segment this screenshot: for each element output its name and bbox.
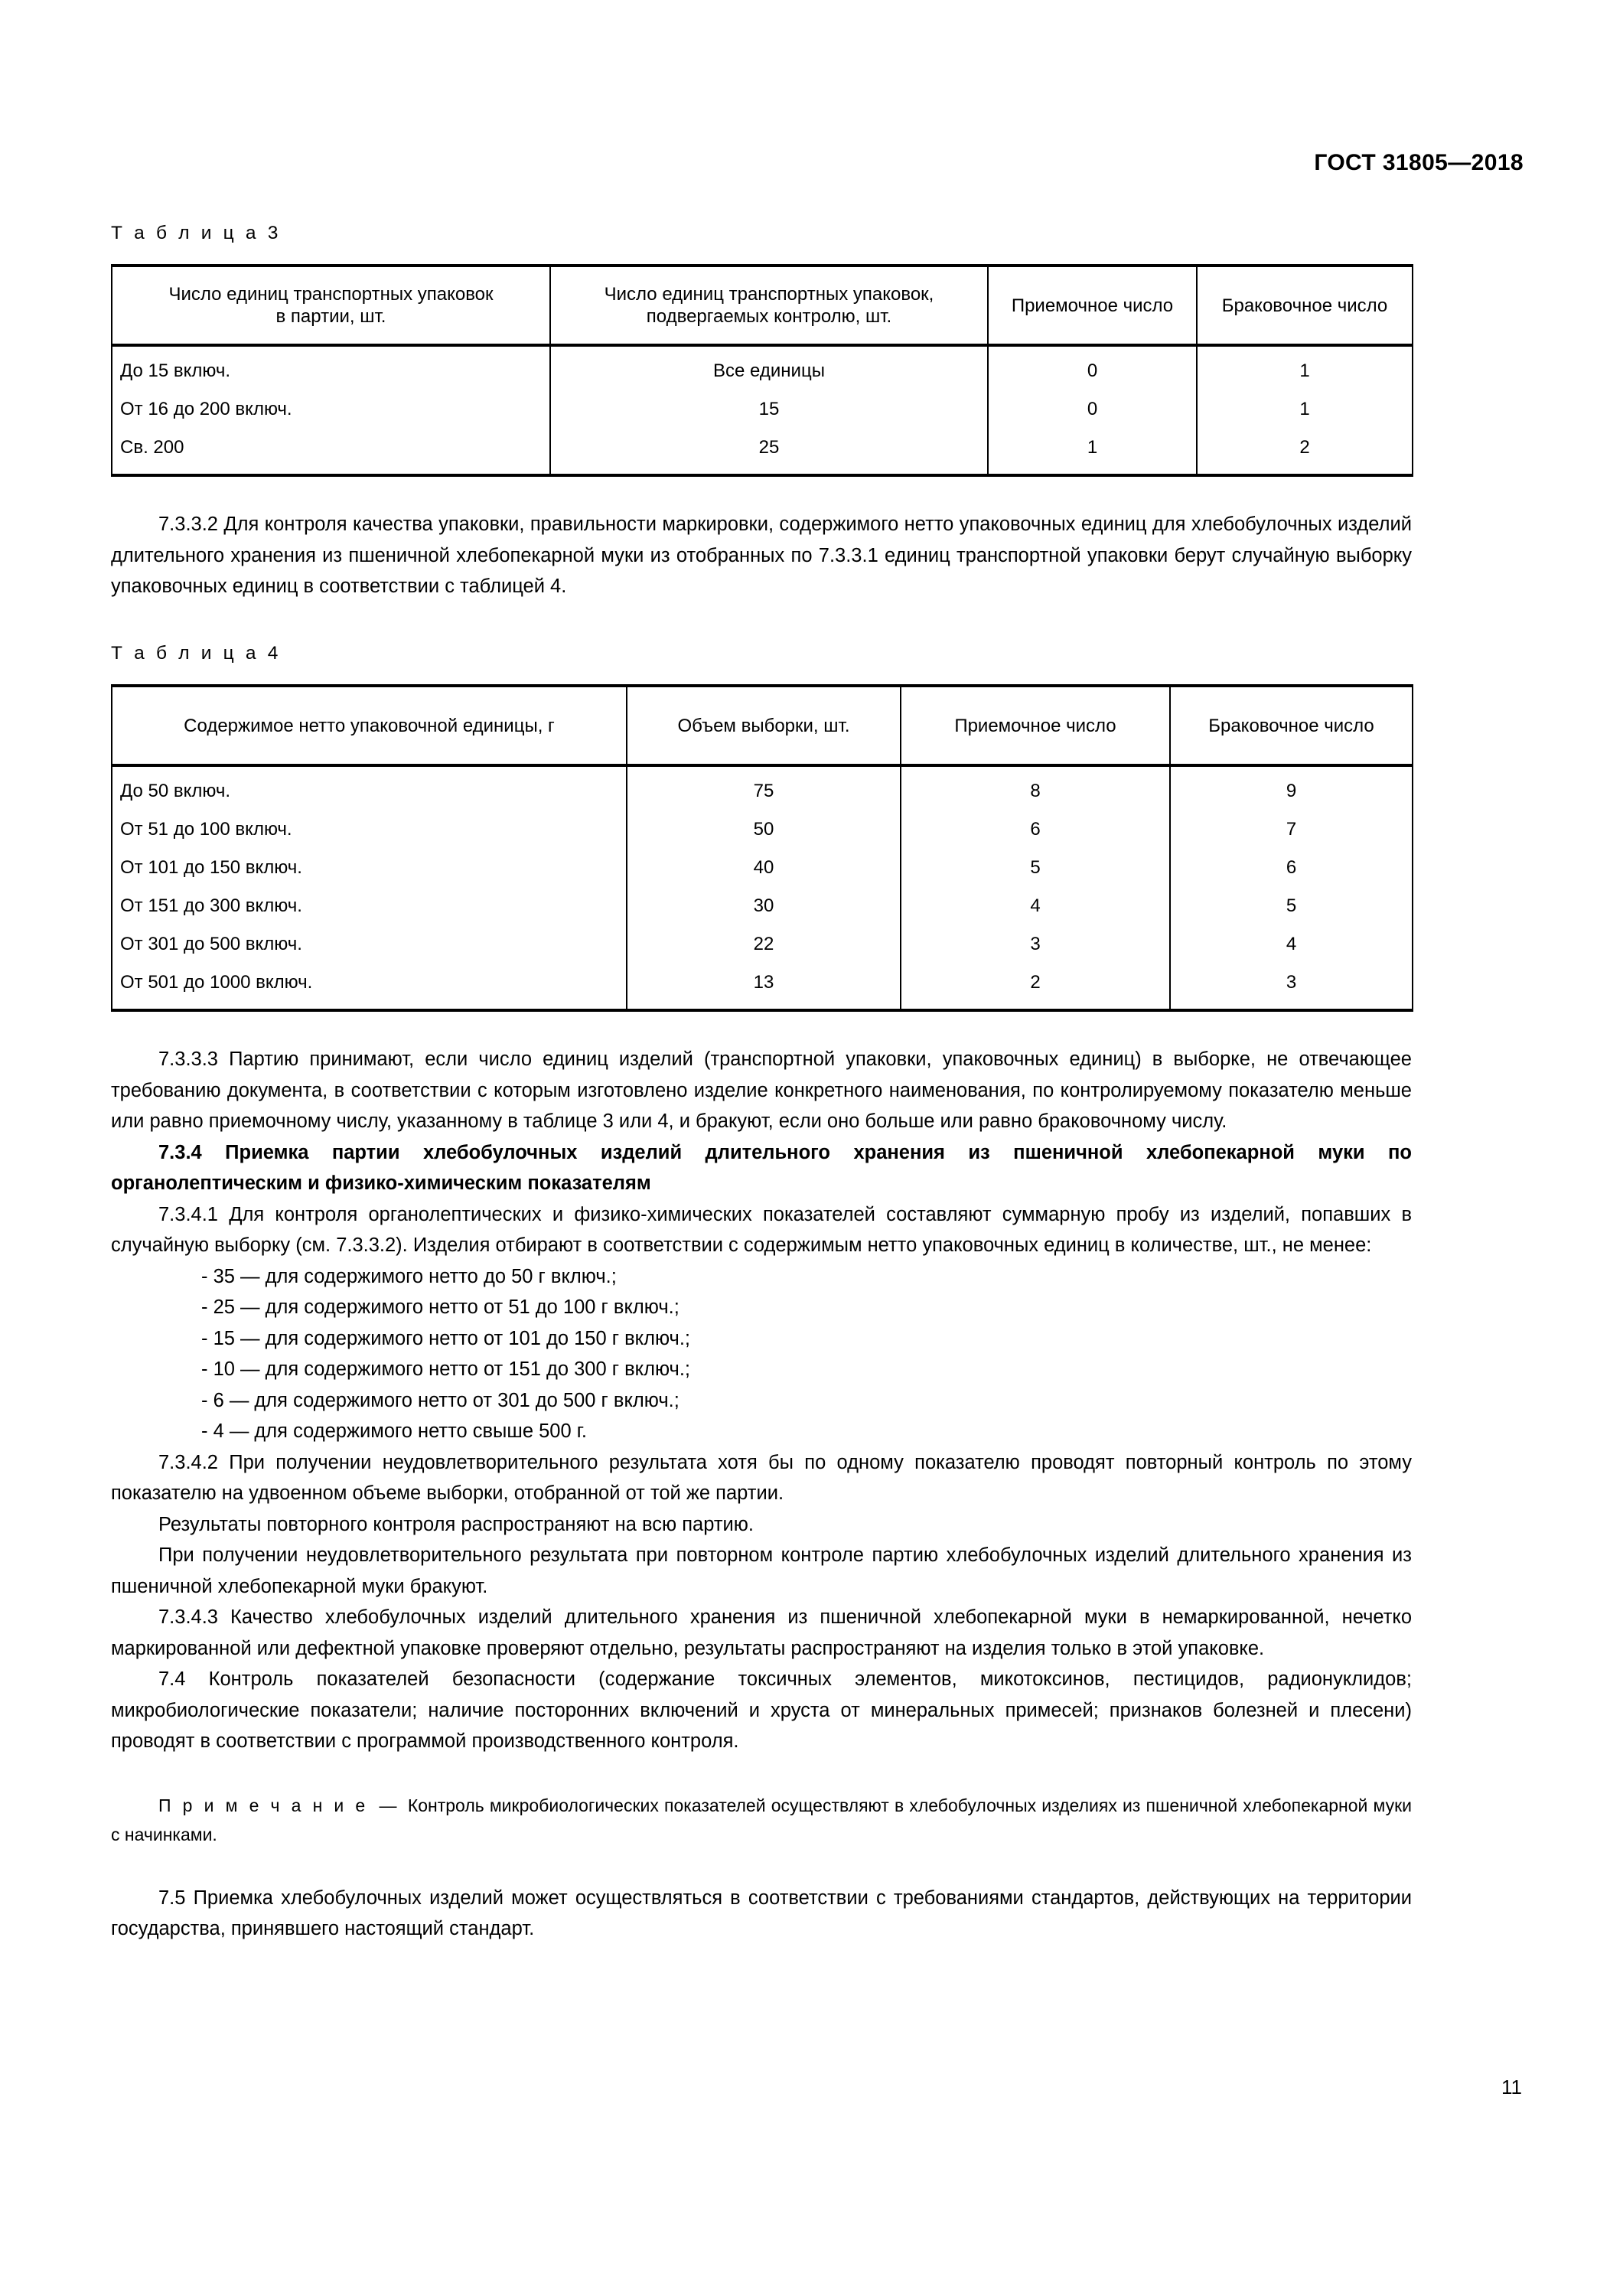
spacer: [111, 1012, 1412, 1044]
spacer: [111, 1757, 1412, 1791]
table-4-r1-c1: До 50 включ.: [112, 765, 627, 810]
table-3-col-header-2-line2: подвергаемых контролю, шт.: [646, 306, 892, 328]
list-item: - 4 — для содержимого нетто свыше 500 г.: [201, 1420, 588, 1443]
table-4-r3-c2: 40: [627, 849, 901, 887]
table-3-col-header-1: [112, 266, 550, 345]
list-item: - 10 — для содержимого нетто от 151 до 300 г включ.;: [201, 1358, 691, 1381]
table-4-col-header-1: Содержимое нетто упаковочной единицы, г: [112, 686, 627, 765]
table-4-col-header-3: Приемочное число: [901, 686, 1170, 765]
note-dash: —: [368, 1795, 408, 1815]
table-3-r1-c4: 1: [1197, 345, 1413, 390]
paragraph-7-3-4-2-b: Результаты повторного контроля распространяют на всю партию.: [158, 1513, 754, 1535]
paragraph-7-3-4-3: 7.3.4.3 Качество хлебобулочных изделий длительного хранения из пшеничной хлебопекарной муки в немаркированной, нечетко маркированной или дефектной упаковке проверяют отдельно, результаты распространяют на изделия только в этой упаковке.: [111, 1606, 1412, 1659]
table-4-r6-c1: От 501 до 1000 включ.: [112, 964, 627, 1010]
table-row: [112, 849, 1413, 887]
table-3-r2-c1: От 16 до 200 включ.: [112, 390, 550, 429]
heading-7-3-4: 7.3.4 Приемка партии хлебобулочных изделий длительного хранения из пшеничной хлебопекарной муки по органолептическим и физико-химическим показателям: [111, 1141, 1412, 1195]
table-4-col-header-4: Браковочное число: [1170, 686, 1413, 765]
page-number: 11: [1501, 2076, 1522, 2099]
table-row: [112, 810, 1413, 849]
table-row: [112, 345, 1413, 390]
page-content: [111, 222, 1412, 1945]
table-row: [112, 429, 1413, 475]
note-text: Контроль микробиологических показателей осуществляют в хлебобулочных изделиях из пшеничной хлебопекарной муки с начинками.: [111, 1795, 1413, 1844]
table-3-r3-c1: Св. 200: [112, 429, 550, 475]
table-3-r3-c3: 1: [988, 429, 1197, 475]
table-3-col-header-2-line1: Число единиц транспортных упаковок,: [604, 284, 934, 305]
table-4-r4-c1: От 151 до 300 включ.: [112, 887, 627, 925]
table-3-r3-c2: 25: [550, 429, 988, 475]
paragraph-7-3-4-2: 7.3.4.2 При получении неудовлетворительного результата хотя бы по одному показателю проводят повторный контроль по этому показателю на удвоенном объеме выборки, отобранной от той же партии.: [111, 1451, 1412, 1505]
list-7-3-4-1: [111, 1261, 1412, 1447]
table-3-r2-c2: 15: [550, 390, 988, 429]
paragraph-7-3-3-3: 7.3.3.3 Партию принимают, если число единиц изделий (транспортной упаковки, упаковочных единиц) в выборке, не отвечающее требованию документа, в соответствии с которым изготовлено изделие конкретного наименования, по контролируемому показателю меньше или равно приемочному числу, указанному в таблице 3 или 4, и бракуют, если оно больше или равно браковочному числу.: [111, 1049, 1412, 1133]
table-4-r4-c4: 5: [1170, 887, 1413, 925]
table-row: [112, 765, 1413, 810]
table-4-r5-c2: 22: [627, 925, 901, 964]
paragraph-7-3-4-2-c: При получении неудовлетворительного результата при повторном контроле партию хлебобулочных изделий длительного хранения из пшеничной хлебопекарной муки бракуют.: [111, 1544, 1412, 1597]
list-item: - 35 — для содержимого нетто до 50 г включ.;: [201, 1265, 617, 1287]
note-label: П р и м е ч а н и е: [158, 1795, 369, 1815]
table-4-r3-c1: От 101 до 150 включ.: [112, 849, 627, 887]
table-3-r2-c3: 0: [988, 390, 1197, 429]
table-3-col-header-2: [550, 266, 988, 345]
table-3: [111, 264, 1413, 477]
paragraph-7-3-3-2: 7.3.3.2 Для контроля качества упаковки, правильности маркировки, содержимого нетто упаковочных единиц для хлебобулочных изделий длительного хранения из пшеничной хлебопекарной муки из отобранных по 7.3.3.1 единиц транспортной упаковки берут случайную выборку упаковочных единиц в соответствии с таблицей 4.: [111, 514, 1412, 598]
paragraph-7-3-4-1: 7.3.4.1 Для контроля органолептических и физико-химических показателей составляют суммарную пробу из изделий, попавших в случайную выборку (см. 7.3.3.2). Изделия отбирают в соответствии с содержимым нетто упаковочных единиц в количестве, шт., не менее:: [111, 1203, 1412, 1257]
table-row: [112, 925, 1413, 964]
table-4-header-row: [112, 686, 1413, 765]
table-4-col-header-2: Объем выборки, шт.: [627, 686, 901, 765]
list-item: - 15 — для содержимого нетто от 101 до 150 г включ.;: [201, 1327, 691, 1349]
table-4-r2-c3: 6: [901, 810, 1170, 849]
table-4-r6-c4: 3: [1170, 964, 1413, 1010]
table-3-caption: Т а б л и ц а 3: [111, 223, 282, 243]
note-block: [111, 1791, 1412, 1849]
table-4-r1-c2: 75: [627, 765, 901, 810]
table-4-r2-c1: От 51 до 100 включ.: [112, 810, 627, 849]
table-4-r4-c3: 4: [901, 887, 1170, 925]
table-4-r6-c2: 13: [627, 964, 901, 1010]
table-3-r1-c1: До 15 включ.: [112, 345, 550, 390]
table-4-r6-c3: 2: [901, 964, 1170, 1010]
list-item: - 6 — для содержимого нетто от 301 до 500 г включ.;: [201, 1389, 680, 1411]
list-item: - 25 — для содержимого нетто от 51 до 100 г включ.;: [201, 1296, 680, 1319]
table-3-r2-c4: 1: [1197, 390, 1413, 429]
spacer: [111, 1849, 1412, 1883]
table-3-col-header-4: Браковочное число: [1197, 266, 1413, 345]
table-row: [112, 887, 1413, 925]
table-4-r1-c4: 9: [1170, 765, 1413, 810]
table-3-col-header-3: Приемочное число: [988, 266, 1197, 345]
paragraph-7-5: 7.5 Приемка хлебобулочных изделий может осуществляться в соответствии с требованиями стандартов, действующих на территории государства, принявшего настоящий стандарт.: [111, 1887, 1412, 1940]
table-3-r1-c3: 0: [988, 345, 1197, 390]
table-4-r1-c3: 8: [901, 765, 1170, 810]
table-4-caption: Т а б л и ц а 4: [111, 642, 282, 664]
document-header-standard-number: ГОСТ 31805—2018: [1314, 150, 1524, 175]
table-4-r4-c2: 30: [627, 887, 901, 925]
table-3-r3-c4: 2: [1197, 429, 1413, 475]
table-4-r2-c4: 7: [1170, 810, 1413, 849]
table-4-r3-c3: 5: [901, 849, 1170, 887]
table-row: [112, 964, 1413, 1010]
table-4-r5-c4: 4: [1170, 925, 1413, 964]
table-4: [111, 684, 1413, 1012]
table-row: [112, 390, 1413, 429]
table-3-r1-c2: Все единицы: [550, 345, 988, 390]
paragraph-7-4: 7.4 Контроль показателей безопасности (содержание токсичных элементов, микотоксинов, пестицидов, радионуклидов; микробиологические показатели; наличие посторонних включений и хруста от минеральных примесей; признаков болезней и плесени) проводят в соответствии с программой производственного контроля.: [111, 1668, 1412, 1753]
spacer: [111, 477, 1412, 509]
table-4-r5-c1: От 301 до 500 включ.: [112, 925, 627, 964]
table-4-r3-c4: 6: [1170, 849, 1413, 887]
table-3-col-header-1-line1: Число единиц транспортных упаковок: [168, 284, 494, 305]
spacer: [111, 602, 1412, 642]
table-4-r2-c2: 50: [627, 810, 901, 849]
table-3-col-header-1-line2: в партии, шт.: [275, 306, 386, 328]
table-3-header-row: [112, 266, 1413, 345]
table-4-r5-c3: 3: [901, 925, 1170, 964]
